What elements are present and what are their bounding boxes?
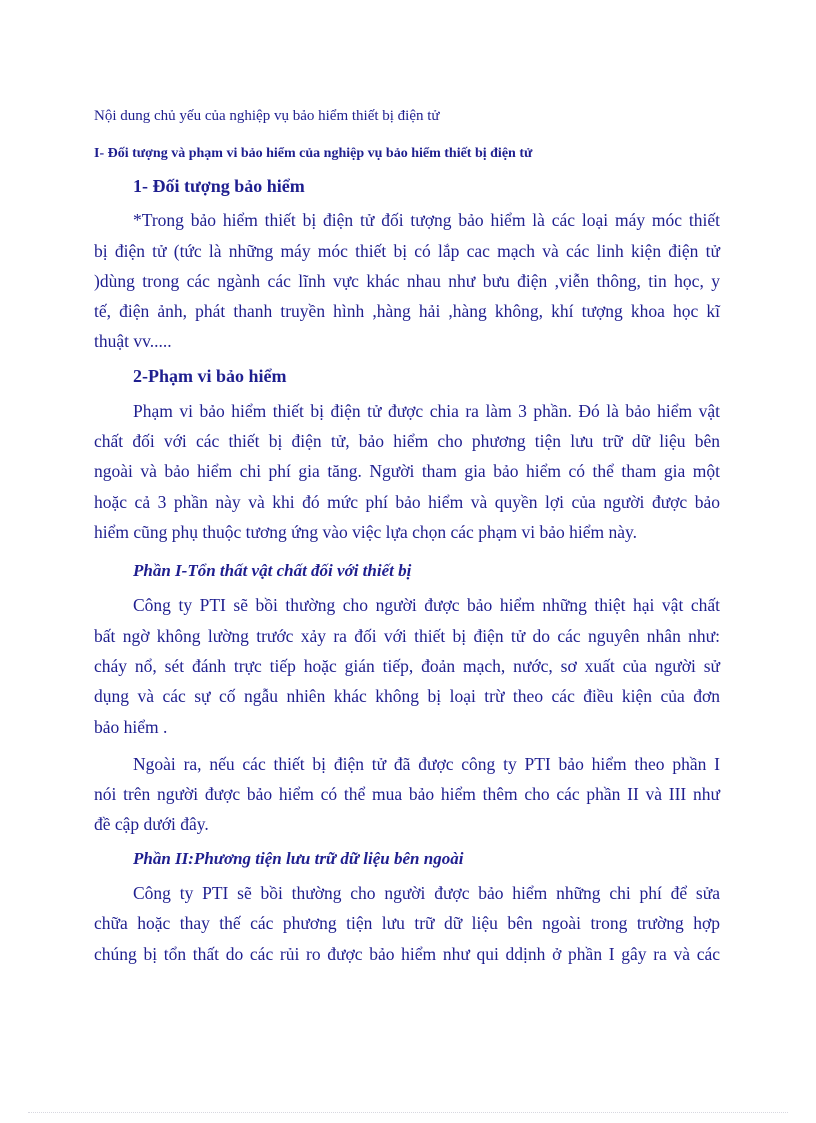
part1-heading: Phần I-Tổn thất vật chất đối với thiết bị bbox=[133, 561, 412, 580]
paragraph-line: *Trong bảo hiểm thiết bị điện tử đối tượng bảo hiểm là các loại máy móc thiết bbox=[133, 210, 720, 230]
document-title: Nội dung chủ yếu của nghiệp vụ bảo hiểm thiết bị điện tử bbox=[94, 108, 440, 124]
sub2-heading: 2-Phạm vi bảo hiểm bbox=[133, 366, 287, 386]
paragraph-line: bảo hiểm . bbox=[94, 717, 168, 737]
paragraph-line: Công ty PTI sẽ bồi thường cho người được bảo hiểm những thiệt hại vật chất bbox=[133, 595, 720, 615]
paragraph-line: bất ngờ không lường trước xảy ra đối với thiết bị điện tử do các nguyên nhân như: bbox=[94, 626, 720, 646]
part2-heading: Phần II:Phương tiện lưu trữ dữ liệu bên ngoài bbox=[133, 849, 464, 868]
paragraph-line: Phạm vi bảo hiểm thiết bị điện tử được chia ra làm 3 phần. Đó là bảo hiểm vật bbox=[133, 401, 720, 421]
section-heading: I- Đối tượng và phạm vi bảo hiểm của nghiệp vụ bảo hiểm thiết bị điện tử bbox=[94, 146, 533, 161]
paragraph-line: Ngoài ra, nếu các thiết bị điện tử đã được công ty PTI bảo hiểm theo phần I bbox=[133, 754, 720, 774]
paragraph-line: Công ty PTI sẽ bồi thường cho người được bảo hiểm những chi phí để sửa bbox=[133, 883, 720, 903]
paragraph-line: chất đối với các thiết bị điện tử, bảo hiểm cho phương tiện lưu trữ dữ liệu bên bbox=[94, 431, 720, 451]
page-bottom-border bbox=[28, 1112, 788, 1113]
paragraph-line: cháy nổ, sét đánh trực tiếp hoặc gián tiếp, đoản mạch, nước, sơ xuất của người sử bbox=[94, 656, 720, 676]
paragraph-line: bị điện tử (tức là những máy móc thiết bị có lắp cac mạch và các linh kiện điện tử bbox=[94, 241, 720, 261]
paragraph-line: thuật vv..... bbox=[94, 331, 172, 351]
paragraph-line: chữa hoặc thay thế các phương tiện lưu trữ dữ liệu bên ngoài trong trường hợp bbox=[94, 913, 720, 933]
paragraph-line: )dùng trong các ngành các lĩnh vực khác nhau như bưu điện ,viễn thông, tin học, y bbox=[94, 271, 720, 291]
paragraph-line: nói trên người được bảo hiểm có thể mua bảo hiểm thêm cho các phần II và III như bbox=[94, 784, 720, 804]
paragraph-line: dụng và các sự cố ngẫu nhiên khác không bị loại trừ theo các điều kiện của đơn bbox=[94, 686, 720, 706]
paragraph-line: hoặc cả 3 phần này và khi đó mức phí bảo hiểm và quyền lợi của người được bảo bbox=[94, 492, 720, 512]
paragraph-line: hiểm cũng phụ thuộc tương ứng vào việc lựa chọn các phạm vi bảo hiểm này. bbox=[94, 522, 637, 542]
sub1-heading: 1- Đối tượng bảo hiểm bbox=[133, 176, 305, 196]
paragraph-line: tế, điện ảnh, phát thanh truyền hình ,hàng hải ,hàng không, khí tượng khoa học kĩ bbox=[94, 301, 720, 321]
paragraph-line: chúng bị tổn thất do các rủi ro được bảo hiểm như qui ddịnh ở phần I gây ra và các bbox=[94, 944, 720, 964]
paragraph-line: ngoài và bảo hiểm chi phí gia tăng. Người tham gia bảo hiểm có thể tham gia một bbox=[94, 461, 720, 481]
paragraph-line: đề cập dưới đây. bbox=[94, 814, 209, 834]
